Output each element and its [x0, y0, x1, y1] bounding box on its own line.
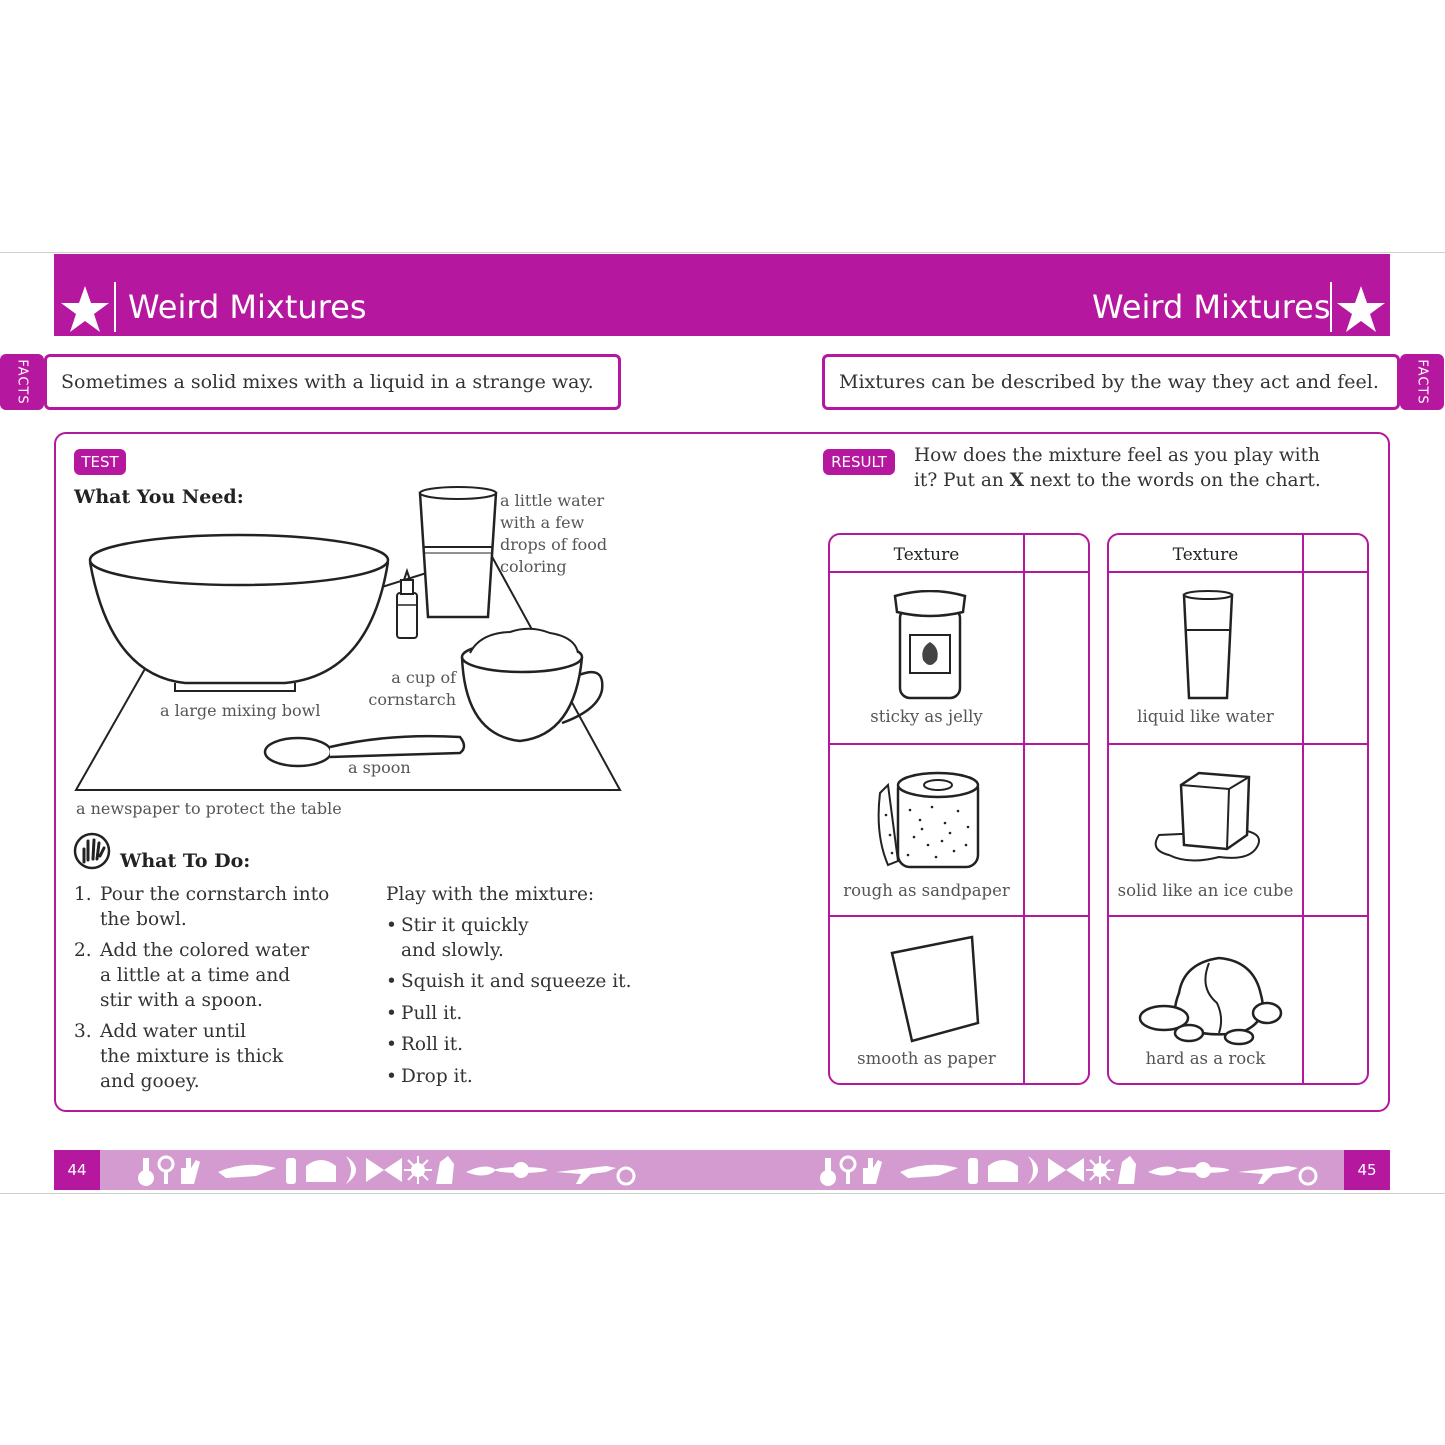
rock-icon: [1129, 933, 1284, 1048]
play-heading: Play with the mixture:: [386, 884, 595, 905]
step-number: 1.: [74, 884, 92, 905]
list-item-text: Roll it.: [401, 1034, 464, 1055]
chart-rule: [1109, 571, 1367, 573]
texture-chart-right: [1107, 533, 1369, 1085]
what-to-do-heading: What To Do:: [120, 850, 251, 872]
header-separator-right: [1330, 282, 1332, 332]
facts-tab-left: FACTS: [0, 354, 44, 410]
page-number-right: 45: [1344, 1150, 1390, 1190]
teacup-icon: [462, 629, 602, 741]
list-item-text: Stir it quickly and slowly.: [401, 915, 529, 961]
list-item: •: [386, 971, 397, 992]
ice-cube-icon: [1129, 765, 1284, 875]
fact-text-left: Sometimes a solid mixes with a liquid in a strange way.: [61, 371, 594, 393]
list-item-text: Pull it.: [401, 1003, 463, 1024]
star-icon: [1336, 284, 1386, 334]
chart-header: Texture: [1172, 545, 1239, 565]
facts-tab-right: FACTS: [1400, 354, 1444, 410]
texture-label: hard as a rock: [1145, 1049, 1266, 1068]
sandpaper-roll-icon: [850, 765, 1005, 875]
label-newspaper: a newspaper to protect the table: [76, 799, 342, 818]
header-separator-left: [114, 282, 116, 332]
star-icon: [60, 284, 110, 334]
list-item-text: Squish it and squeeze it.: [401, 971, 632, 992]
label-cornstarch: a cup of cornstarch: [368, 668, 456, 709]
page-title-left: Weird Mixtures: [128, 288, 367, 326]
water-glass-icon: [420, 487, 496, 617]
fact-text-right: Mixtures can be described by the way they act and feel.: [839, 371, 1379, 393]
step-number: 2.: [74, 940, 92, 961]
hand-icon: [72, 832, 112, 870]
test-badge: TEST: [74, 449, 126, 475]
texture-label: liquid like water: [1137, 707, 1274, 726]
step-number: 3.: [74, 1021, 92, 1042]
list-item: •: [386, 915, 397, 936]
paper-sheet-icon: [850, 933, 1005, 1048]
result-question: How does the mixture feel as you play with it? Put an X next to the words on the chart.: [914, 445, 1321, 491]
science-icons-strip: [818, 1152, 1318, 1188]
chart-divider: [1023, 535, 1025, 1083]
list-item: •: [386, 1034, 397, 1055]
science-icons-strip: [136, 1152, 636, 1188]
page-number-left: 44: [54, 1150, 100, 1190]
texture-label: smooth as paper: [857, 1049, 996, 1068]
chart-rule: [830, 743, 1088, 745]
mixing-bowl-icon: [90, 535, 388, 691]
chart-rule: [830, 571, 1088, 573]
chart-header: Texture: [893, 545, 960, 565]
dropper-bottle-icon: [397, 571, 417, 638]
water-glass-icon: [1129, 590, 1284, 705]
result-badge: RESULT: [823, 449, 895, 475]
chart-rule: [1109, 915, 1367, 917]
step-text: Pour the cornstarch into the bowl.: [100, 884, 330, 930]
label-water: a little water with a few drops of food coloring: [500, 491, 608, 576]
step-text: Add the colored water a little at a time and stir with a spoon.: [100, 940, 310, 1011]
list-item-text: Drop it.: [401, 1066, 473, 1087]
what-you-need-heading: What You Need:: [74, 486, 244, 508]
page-title-right: Weird Mixtures: [1092, 288, 1331, 326]
label-spoon: a spoon: [348, 758, 411, 777]
step-text: Add water until the mixture is thick and gooey.: [100, 1021, 284, 1092]
texture-label: sticky as jelly: [870, 707, 983, 726]
fact-box-right: [822, 354, 1400, 410]
texture-label: solid like an ice cube: [1117, 881, 1294, 900]
list-item: •: [386, 1066, 397, 1087]
fact-box-left: [44, 354, 621, 410]
chart-rule: [830, 915, 1088, 917]
label-bowl: a large mixing bowl: [160, 701, 321, 720]
chart-divider: [1302, 535, 1304, 1083]
list-item: •: [386, 1003, 397, 1024]
texture-chart-left: [828, 533, 1090, 1085]
chart-rule: [1109, 743, 1367, 745]
jam-jar-icon: [850, 590, 1005, 705]
texture-label: rough as sandpaper: [843, 881, 1010, 900]
